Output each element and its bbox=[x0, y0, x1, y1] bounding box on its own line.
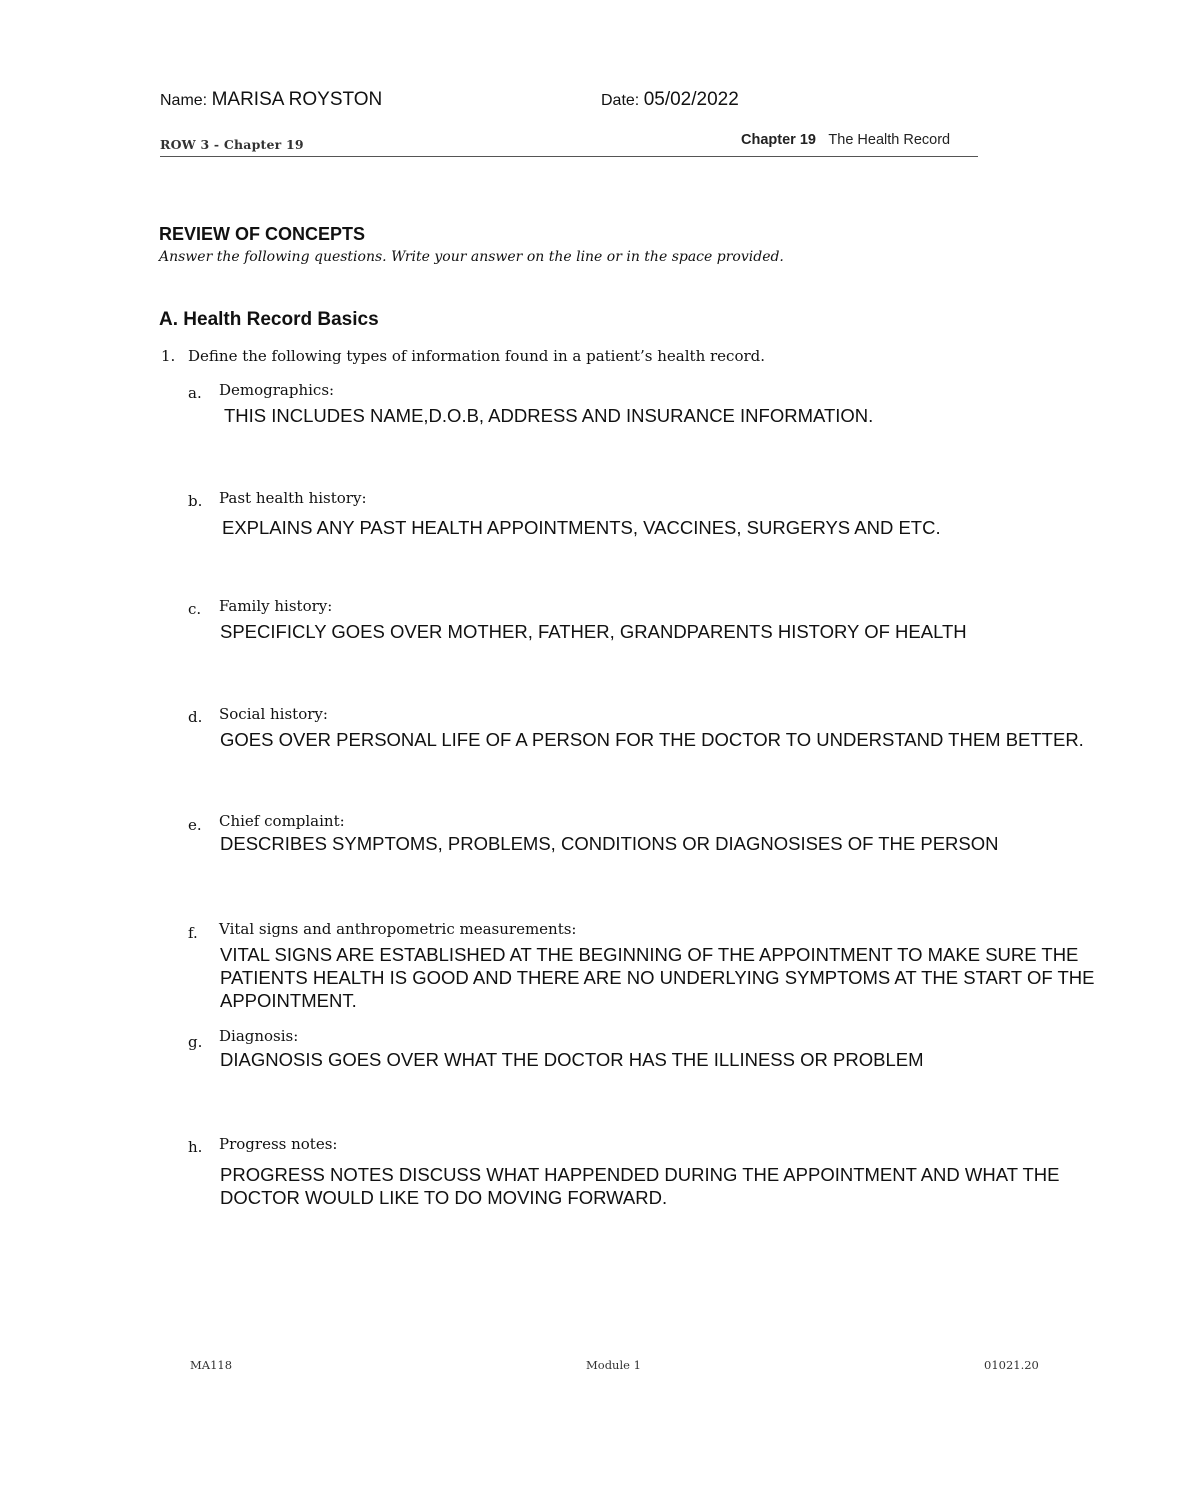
answer-field[interactable]: SPECIFICLY GOES OVER MOTHER, FATHER, GRANDPARENTS HISTORY OF HEALTH bbox=[220, 621, 967, 642]
question-text: Define the following types of information found in a patient’s health record. bbox=[188, 347, 766, 365]
item-label: Demographics: bbox=[219, 381, 335, 399]
item-letter: f. bbox=[188, 924, 198, 942]
item-letter: d. bbox=[188, 708, 203, 726]
header-divider bbox=[160, 156, 978, 157]
item-label: Vital signs and anthropometric measurements: bbox=[219, 920, 577, 938]
section-title: REVIEW OF CONCEPTS bbox=[159, 224, 366, 244]
answer-field[interactable]: THIS INCLUDES NAME,D.O.B, ADDRESS AND INSURANCE INFORMATION. bbox=[224, 405, 874, 426]
date-value[interactable]: 05/02/2022 bbox=[643, 89, 739, 110]
date-label: Date: bbox=[601, 92, 640, 109]
course-code: ROW 3 - Chapter 19 bbox=[160, 137, 304, 152]
subsection-title: A. Health Record Basics bbox=[159, 309, 379, 330]
name-field bbox=[160, 89, 382, 111]
item-letter: a. bbox=[188, 384, 202, 402]
question-number: 1. bbox=[161, 347, 176, 365]
item-label: Diagnosis: bbox=[219, 1027, 299, 1045]
item-label: Past health history: bbox=[219, 489, 367, 507]
item-label: Social history: bbox=[219, 705, 328, 723]
answer-field[interactable]: VITAL SIGNS ARE ESTABLISHED AT THE BEGINNING OF THE APPOINTMENT TO MAKE SURE THE PATIENTS HEALTH IS GOOD AND THERE ARE NO UNDERLYING SYMPTOMS AT THE START OF THE APPOINTMENT. bbox=[220, 944, 1095, 1011]
chapter-heading bbox=[741, 131, 950, 149]
section-instructions: Answer the following questions. Write your answer on the line or in the space provided. bbox=[159, 249, 784, 265]
name-label: Name: bbox=[160, 92, 208, 109]
answer-field[interactable]: GOES OVER PERSONAL LIFE OF A PERSON FOR THE DOCTOR TO UNDERSTAND THEM BETTER. bbox=[220, 729, 1084, 750]
chapter-title: The Health Record bbox=[828, 132, 951, 148]
item-letter: e. bbox=[188, 816, 202, 834]
item-label: Progress notes: bbox=[219, 1135, 338, 1153]
item-label: Family history: bbox=[219, 597, 333, 615]
date-field bbox=[601, 89, 739, 111]
item-letter: b. bbox=[188, 492, 203, 510]
item-letter: h. bbox=[188, 1138, 203, 1156]
answer-field[interactable]: DIAGNOSIS GOES OVER WHAT THE DOCTOR HAS THE ILLINESS OR PROBLEM bbox=[220, 1049, 924, 1070]
name-value[interactable]: MARISA ROYSTON bbox=[211, 89, 383, 110]
footer-module: Module 1 bbox=[586, 1358, 641, 1372]
item-letter: c. bbox=[188, 600, 202, 618]
footer-code: 01021.20 bbox=[984, 1358, 1039, 1372]
answer-field[interactable]: PROGRESS NOTES DISCUSS WHAT HAPPENDED DURING THE APPOINTMENT AND WHAT THE DOCTOR WOULD LIKE TO DO MOVING FORWARD. bbox=[220, 1164, 1060, 1208]
answer-field[interactable]: DESCRIBES SYMPTOMS, PROBLEMS, CONDITIONS OR DIAGNOSISES OF THE PERSON bbox=[220, 833, 999, 854]
answer-field[interactable]: EXPLAINS ANY PAST HEALTH APPOINTMENTS, VACCINES, SURGERYS AND ETC. bbox=[222, 517, 941, 538]
item-letter: g. bbox=[188, 1033, 203, 1051]
footer-course: MA118 bbox=[190, 1358, 233, 1372]
item-label: Chief complaint: bbox=[219, 812, 345, 830]
chapter-label: Chapter 19 bbox=[741, 132, 816, 148]
